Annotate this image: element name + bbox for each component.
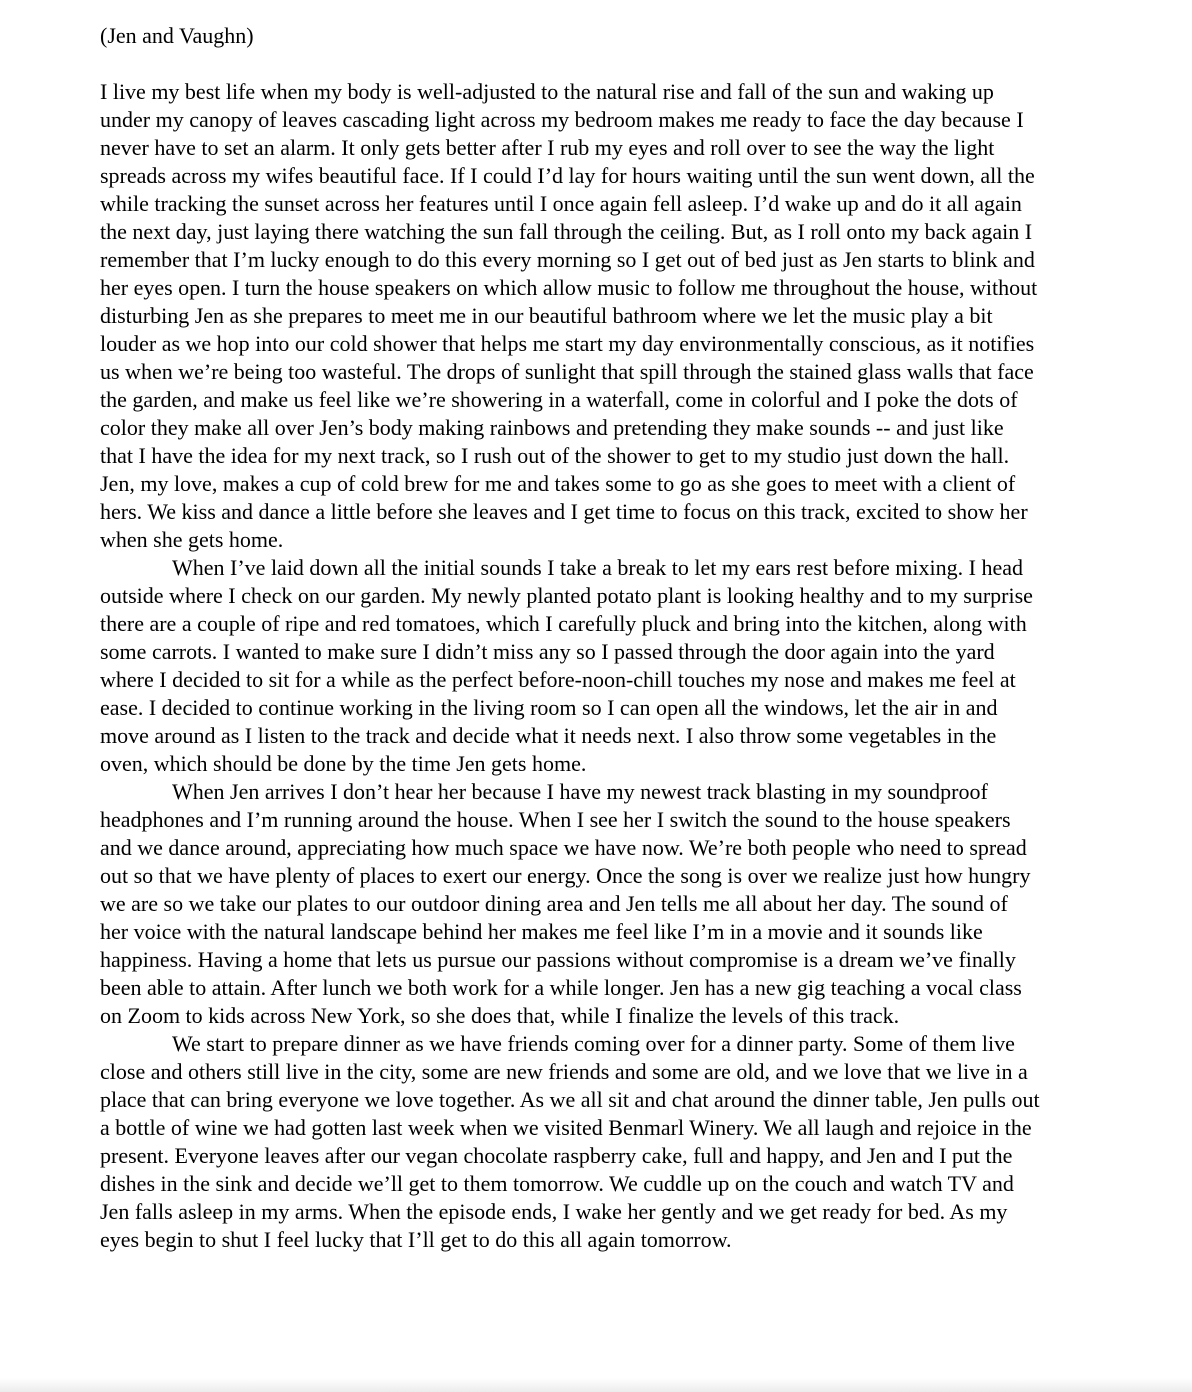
- document-title: (Jen and Vaughn): [100, 23, 254, 48]
- paragraph-dinner: We start to prepare dinner as we have friends coming over for a dinner party. Some of them live close and others still live in the city, some are new friends and some are old, and we love that we live in a place that can bring everyone we love together. As we all sit and chat around the dinner table, Jen pulls out a bottle of wine we had gotten last week when we visited Benmarl Winery. We all laugh and rejoice in the present. Everyone leaves after our vegan chocolate raspberry cake, full and happy, and Jen and I put the dishes in the sink and decide we’ll get to them tomorrow. We cuddle up on the couch and watch TV and Jen falls asleep in my arms. When the episode ends, I wake her gently and we get ready for bed. As my eyes begin to shut I feel lucky that I’ll get to do this all again tomorrow.: [100, 1031, 1040, 1252]
- document-page: [100, 22, 1040, 1254]
- paragraph-garden: When I’ve laid down all the initial sounds I take a break to let my ears rest before mixing. I head outside where I check on our garden. My newly planted potato plant is looking healthy and to my surprise there are a couple of ripe and red tomatoes, which I carefully pluck and bring into the kitchen, along with some carrots. I wanted to make sure I didn’t miss any so I passed through the door again into the yard where I decided to sit for a while as the perfect before-noon-chill touches my nose and makes me feel at ease. I decided to continue working in the living room so I can open all the windows, let the air in and move around as I listen to the track and decide what it needs next. I also throw some vegetables in the oven, which should be done by the time Jen gets home.: [100, 555, 1033, 776]
- page-bottom-edge: [0, 1378, 1192, 1392]
- paragraph-morning: I live my best life when my body is well-adjusted to the natural rise and fall of the sun and waking up under my canopy of leaves cascading light across my bedroom makes me ready to face the day because I never have to set an alarm. It only gets better after I rub my eyes and roll over to see the way the light spreads across my wifes beautiful face. If I could I’d lay for hours waiting until the sun went down, all the while tracking the sunset across her features until I once again fell asleep. I’d wake up and do it all again the next day, just laying there watching the sun fall through the ceiling. But, as I roll onto my back again I remember that I’m lucky enough to do this every morning so I get out of bed just as Jen starts to blink and her eyes open. I turn the house speakers on which allow music to follow me throughout the house, without disturbing Jen as she prepares to meet me in our beautiful bathroom where we let the music play a bit louder as we hop into our cold shower that helps me start my day environmentally conscious, as it notifies us when we’re being too wasteful. The drops of sunlight that spill through the stained glass walls that face the garden, and make us feel like we’re showering in a waterfall, come in colorful and I poke the dots of color they make all over Jen’s body making rainbows and pretending they make sounds -- and just like that I have the idea for my next track, so I rush out of the shower to get to my studio just down the hall. Jen, my love, makes a cup of cold brew for me and takes some to go as she goes to meet with a client of hers. We kiss and dance a little before she leaves and I get time to focus on this track, excited to show her when she gets home.: [100, 79, 1038, 552]
- paragraph-afternoon: When Jen arrives I don’t hear her because I have my newest track blasting in my soundproof headphones and I’m running around the house. When I see her I switch the sound to the house speakers and we dance around, appreciating how much space we have now. We’re both people who need to spread out so that we have plenty of places to exert our energy. Once the song is over we realize just how hungry we are so we take our plates to our outdoor dining area and Jen tells me all about her day. The sound of her voice with the natural landscape behind her makes me feel like I’m in a movie and it sounds like happiness. Having a home that lets us pursue our passions without compromise is a dream we’ve finally been able to attain. After lunch we both work for a while longer. Jen has a new gig teaching a vocal class on Zoom to kids across New York, so she does that, while I finalize the levels of this track.: [100, 779, 1031, 1028]
